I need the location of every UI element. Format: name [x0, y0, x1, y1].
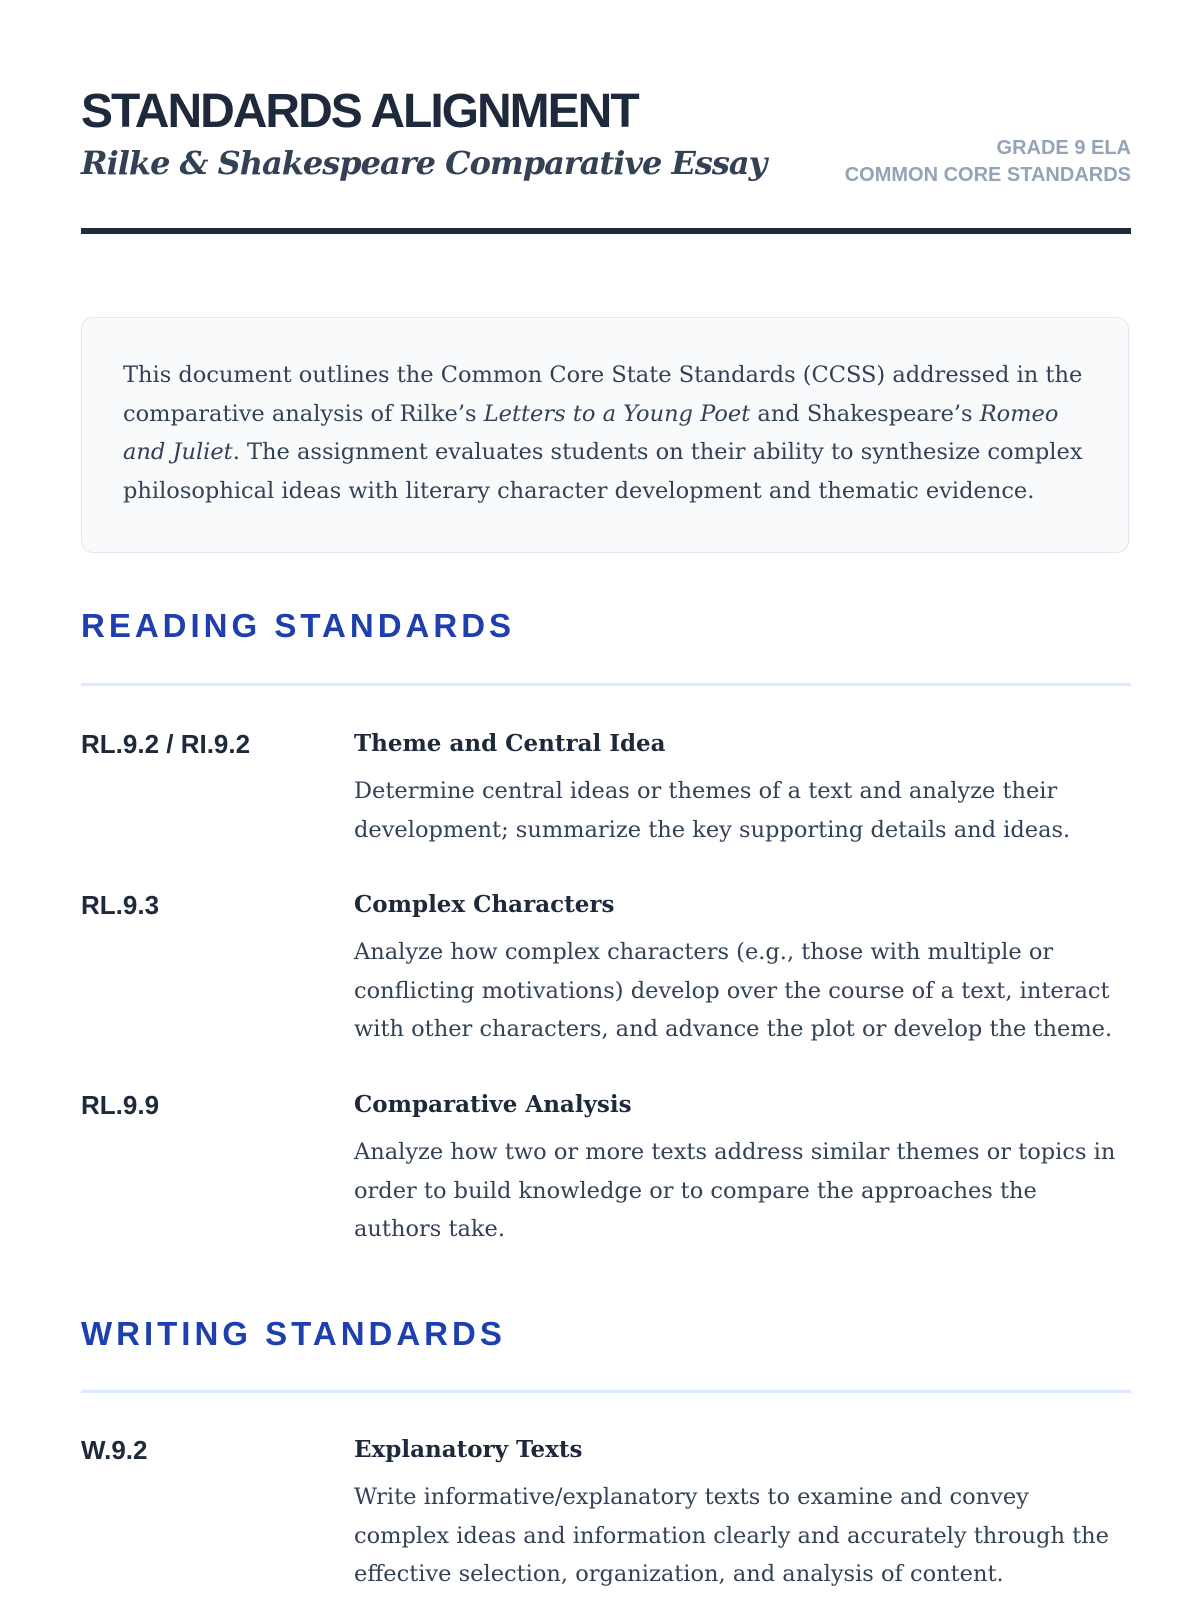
intro-text-part1: This document outlines the Common Core State Standards (CCSS) addressed in the comparative analysis of Rilke’s: [123, 362, 1083, 427]
standard-code: RL.9.9: [81, 1090, 160, 1120]
standard-title: Complex Characters: [354, 891, 615, 918]
intro-text-part2: and Shakespeare’s: [750, 400, 980, 427]
page-title: STANDARDS ALIGNMENT: [81, 85, 638, 138]
standard-description: Determine central ideas or themes of a text and analyze their development; summarize the key supporting details and ideas.: [354, 778, 1071, 843]
standard-description: Analyze how two or more texts address similar themes or topics in order to build knowledge or to compare the approaches the authors take.: [354, 1139, 1116, 1242]
grade-label: GRADE 9 ELA: [996, 137, 1131, 159]
standard-body: [354, 1088, 1131, 1249]
section-divider-writing: [81, 1390, 1131, 1393]
standard-code: RL.9.2 / RI.9.2: [81, 729, 251, 759]
section-heading-writing: WRITING STANDARDS: [81, 1315, 506, 1352]
intro-work-title-rilke: Letters to a Young Poet: [483, 400, 751, 427]
title-divider: [81, 228, 1131, 234]
standard-body: [354, 727, 1131, 849]
document-meta: [845, 135, 1131, 189]
standard-code: W.9.2: [81, 1435, 148, 1465]
intro-text-part3: . The assignment evaluates students on their ability to synthesize complex philosophical ideas with literary character development and thematic evidence.: [123, 439, 1083, 504]
standard-title: Theme and Central Idea: [354, 730, 666, 757]
standards-label: COMMON CORE STANDARDS: [844, 164, 1131, 186]
standard-body: [354, 888, 1131, 1049]
document-header: [81, 82, 1131, 202]
intro-box: [81, 317, 1129, 553]
section-divider-reading: [81, 683, 1131, 686]
standard-body: [354, 1433, 1131, 1594]
standard-title: Comparative Analysis: [354, 1091, 632, 1118]
standard-description: Analyze how complex characters (e.g., those with multiple or conflicting motivations) develop over the course of a text, interact with other characters, and advance the plot or develop the theme.: [354, 939, 1113, 1042]
section-heading-reading: READING STANDARDS: [81, 607, 516, 644]
intro-paragraph: [123, 356, 1088, 510]
page-subtitle: Rilke & Shakespeare Comparative Essay: [81, 144, 767, 182]
standard-description: Write informative/explanatory texts to examine and convey complex ideas and information clearly and accurately through the effective selection, organization, and analysis of content.: [354, 1484, 1109, 1587]
standard-code: RL.9.3: [81, 890, 160, 920]
standard-title: Explanatory Texts: [354, 1436, 583, 1463]
intro-work-title-shakespeare: Romeo and Juliet: [123, 400, 1059, 465]
